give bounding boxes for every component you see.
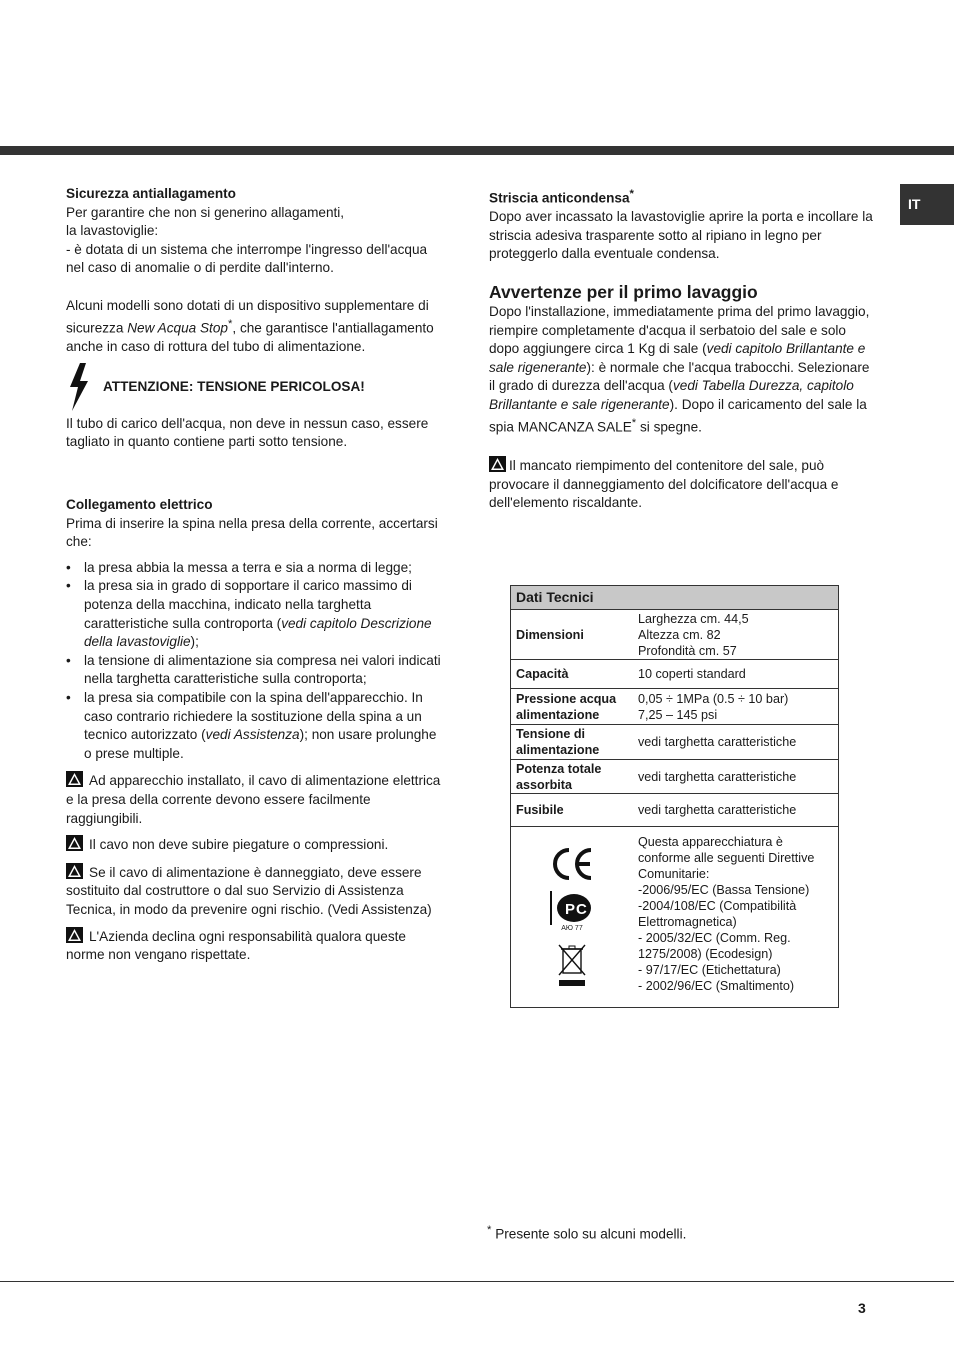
- section-title-flood: Sicurezza antiallagamento: [66, 186, 236, 201]
- salt-warning: Il mancato riempimento del contenitore del sale, può provocare il danneggiamento del dolcificatore dell'acqua e dell'elemento riscaldante.: [489, 458, 839, 511]
- warning-triangle-icon: [66, 863, 83, 879]
- warning-triangle-icon: [66, 771, 83, 787]
- lightning-bolt-icon: [66, 363, 94, 411]
- note-1: Ad apparecchio installato, il cavo di alimentazione elettrica e la presa della corrente devono essere facilmente raggiungibili.: [66, 773, 441, 826]
- electrical-checklist: [66, 559, 446, 764]
- table-row: Fusibile vedi targhetta caratteristiche: [511, 794, 838, 827]
- note-2: Il cavo non deve subire piegature o compressioni.: [66, 835, 446, 855]
- cert-code: АЮ 77: [561, 925, 583, 932]
- list-item: • la presa sia in grado di sopportare il carico massimo di potenza della macchina, indicato nella targhetta caratteristiche sulla controporta (vedi capitolo Descrizione della lavastoviglie);: [66, 577, 446, 651]
- table-row: Capacità 10 coperti standard: [511, 660, 838, 689]
- first-wash-text: Dopo l'installazione, immediatamente prima del primo lavaggio, riempire completamente d'acqua il serbatoio del sale e solo dopo aggiungere circa 1 Kg di sale (vedi capitolo Brillantante e sale rigenerante): è normale che l'acqua trabocchi. Selezionare il grado di durezza dell'acqua (vedi Tabella Durezza, capitolo Brillantante e sale rigenerante). Dopo il caricamento del sale la spia MANCANZA SALE* si spegne.: [489, 303, 870, 435]
- ce-mark-icon: [549, 847, 595, 881]
- page-number: 3: [858, 1300, 866, 1316]
- warning-triangle-icon: [66, 835, 83, 851]
- flood-line-3: - è dotata di un sistema che interrompe l'ingresso dell'acqua nel caso di anomalie o di perdite dall'interno.: [66, 241, 428, 276]
- weee-bin-icon: [557, 943, 587, 987]
- list-item: • la presa abbia la messa a terra e sia a norma di legge;: [66, 559, 446, 578]
- table-row-directives: P C АЮ 77 Questa apparecchiatura è conforme alle seguenti Direttive Comunitarie: -2006/95/EC (Bassa Tensione) -2004/108/EC (Compatibilità Elettromagnetica) - 2005/32/EC (Comm. Reg. 1275/2008) (Ecodesign) - 97/17/EC (Etichettatura) - 2002/96/EC (Smaltimento): [511, 827, 838, 1007]
- voltage-warning: [66, 363, 446, 411]
- gost-mark: [550, 891, 594, 933]
- footnote: * Presente solo su alcuni modelli.: [487, 1224, 687, 1242]
- flood-line-1: Per garantire che non si generino allagamenti,: [66, 204, 345, 220]
- table-row: Potenza totale assorbita vedi targhetta caratteristiche: [511, 760, 838, 794]
- new-acqua-stop: New Acqua Stop: [127, 320, 228, 336]
- warning-text: Il tubo di carico dell'acqua, non deve in nessun caso, essere tagliato in quanto contiene parti sotto tensione.: [66, 415, 429, 450]
- table-row: Pressione acqua alimentazione 0,05 ÷ 1MPa (0.5 ÷ 10 bar) 7,25 – 145 psi: [511, 689, 838, 725]
- footer-line: [0, 1281, 954, 1282]
- warning-triangle-icon: [489, 456, 506, 472]
- section-title-electrical: Collegamento elettrico: [66, 497, 213, 513]
- svg-text:C: C: [576, 901, 587, 918]
- left-column: [66, 185, 446, 965]
- gost-pct-icon: [550, 891, 594, 925]
- svg-text:P: P: [565, 901, 576, 918]
- language-tab: IT: [900, 184, 954, 225]
- flood-line-2: la lavastoviglie:: [66, 223, 159, 239]
- warning-triangle-icon: [66, 927, 83, 943]
- certification-marks: [511, 827, 633, 1007]
- flood-paragraph-2: Alcuni modelli sono dotati di un dispositivo supplementare di sicurezza New Acqua Stop*, che garantisce l'antiallagamento anche in caso di rottura del tubo di alimentazione.: [66, 297, 434, 355]
- list-item: • la tensione di alimentazione sia compresa nei valori indicati nella targhetta caratteristiche sulla controporta;: [66, 652, 446, 689]
- warning-title: ATTENZIONE: TENSIONE PERICOLOSA!: [103, 378, 365, 394]
- right-column: [489, 185, 873, 513]
- table-row: Tensione di alimentazione vedi targhetta caratteristiche: [511, 725, 838, 760]
- section-title-first-wash: Avvertenze per il primo lavaggio: [489, 281, 758, 302]
- header-bar: [0, 146, 954, 155]
- table-row: Dimensioni Larghezza cm. 44,5 Altezza cm. 82 Profondità cm. 57: [511, 610, 838, 660]
- note-4: L'Azienda declina ogni responsabilità qualora queste norme non vengano rispettate.: [66, 928, 406, 963]
- condensation-text: Dopo aver incassato la lavastoviglie aprire la porta e incollare la striscia adesiva trasparente sotto al ripiano in legno per proteggerlo dalla eventuale condensa.: [489, 209, 873, 262]
- electrical-intro: Prima di inserire la spina nella presa della corrente, accertarsi che:: [66, 515, 438, 550]
- section-title-condensation: Striscia anticondensa*: [489, 188, 634, 206]
- table-header: Dati Tecnici: [511, 586, 838, 610]
- technical-data-table: [510, 585, 839, 1008]
- note-3: Se il cavo di alimentazione è danneggiato, deve essere sostituito dal costruttore o dal suo Servizio di Assistenza Tecnica, in modo da prevenire ogni rischio. (Vedi Assistenza): [66, 864, 432, 917]
- list-item: • la presa sia compatibile con la spina dell'apparecchio. In caso contrario richiedere la sostituzione della spina a un tecnico autorizzato (vedi Assistenza); non usare prolunghe o prese multiple.: [66, 689, 446, 763]
